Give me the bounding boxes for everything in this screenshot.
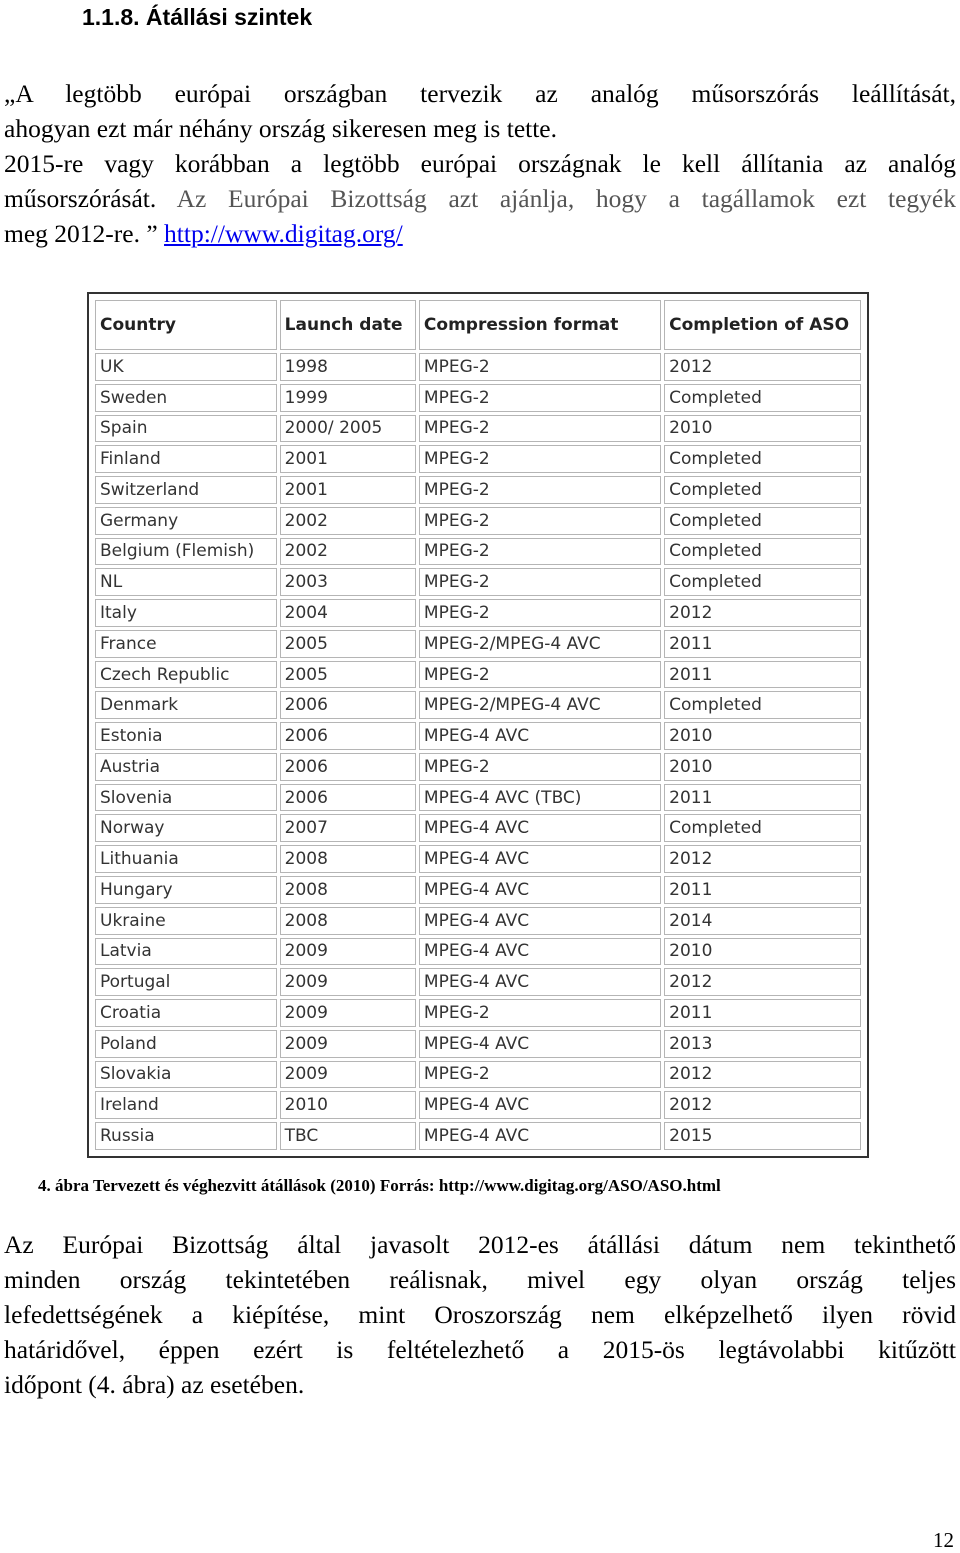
table-cell: Russia — [95, 1122, 277, 1150]
table-cell: Denmark — [95, 691, 277, 719]
table-cell: 2011 — [664, 784, 861, 812]
table-cell: MPEG-2 — [419, 661, 661, 689]
table-cell: 2005 — [280, 661, 416, 689]
table-cell: 1998 — [280, 353, 416, 381]
table-row — [95, 814, 861, 842]
intro-paragraph — [4, 76, 956, 251]
table-row — [95, 630, 861, 658]
table-cell: Completed — [664, 568, 861, 596]
intro-line-5 — [4, 216, 956, 251]
table-cell: MPEG-4 AVC (TBC) — [419, 784, 661, 812]
table-row — [95, 691, 861, 719]
table-cell: MPEG-2 — [419, 999, 661, 1027]
table-cell: 2012 — [664, 845, 861, 873]
table-cell: MPEG-2 — [419, 507, 661, 535]
table-cell: Slovenia — [95, 784, 277, 812]
table-row — [95, 353, 861, 381]
table-cell: MPEG-4 AVC — [419, 722, 661, 750]
table-row — [95, 538, 861, 566]
table-cell: Lithuania — [95, 845, 277, 873]
intro-line-4b: Az Európai Bizottság azt ajánlja, hogy a tagállamok ezt tegyék — [176, 184, 956, 213]
body-paragraph — [4, 1227, 956, 1402]
table-row — [95, 661, 861, 689]
table-row — [95, 845, 861, 873]
body-line-5: időpont (4. ábra) az esetében. — [4, 1370, 305, 1399]
table-cell: MPEG-4 AVC — [419, 876, 661, 904]
table-cell: MPEG-4 AVC — [419, 938, 661, 966]
table-cell: 2006 — [280, 691, 416, 719]
table-cell: Spain — [95, 415, 277, 443]
table-cell: 2004 — [280, 599, 416, 627]
table-cell: Norway — [95, 814, 277, 842]
table-cell: Hungary — [95, 876, 277, 904]
table-cell: 2009 — [280, 938, 416, 966]
table-cell: MPEG-2 — [419, 568, 661, 596]
table-cell: 2006 — [280, 753, 416, 781]
intro-line-4 — [4, 181, 956, 216]
table-cell: 2011 — [664, 630, 861, 658]
table-cell: 2012 — [664, 968, 861, 996]
table-cell: 2006 — [280, 722, 416, 750]
table-cell: Italy — [95, 599, 277, 627]
table-cell: 2002 — [280, 507, 416, 535]
table-cell: Croatia — [95, 999, 277, 1027]
table-cell: Belgium (Flemish) — [95, 538, 277, 566]
table-row — [95, 938, 861, 966]
table-cell: 2008 — [280, 845, 416, 873]
table-cell: 2009 — [280, 999, 416, 1027]
table-cell: 2010 — [280, 1091, 416, 1119]
table-cell: MPEG-2 — [419, 753, 661, 781]
intro-line-5-text: meg 2012-re. ” — [4, 219, 158, 248]
table-cell: Czech Republic — [95, 661, 277, 689]
intro-line-3: 2015-re vagy korábban a legtöbb európai országnak le kell állítania az analóg — [4, 149, 956, 178]
table-cell: MPEG-2 — [419, 415, 661, 443]
table-cell: UK — [95, 353, 277, 381]
table-cell: MPEG-2 — [419, 476, 661, 504]
body-line-2: minden ország tekintetében reálisnak, mivel egy olyan ország teljes — [4, 1265, 956, 1294]
table-cell: MPEG-2/MPEG-4 AVC — [419, 691, 661, 719]
table-row — [95, 722, 861, 750]
table-row — [95, 445, 861, 473]
table-header-row — [95, 300, 861, 350]
intro-line-2: ahogyan ezt már néhány ország sikeresen meg is tette. — [4, 114, 557, 143]
table-cell: 2011 — [664, 876, 861, 904]
table-cell: 2012 — [664, 1061, 861, 1089]
table-cell: Completed — [664, 691, 861, 719]
table-cell: MPEG-4 AVC — [419, 1091, 661, 1119]
table-row — [95, 753, 861, 781]
table-cell: Completed — [664, 507, 861, 535]
header-launch-date: Launch date — [280, 300, 416, 350]
table-row — [95, 1091, 861, 1119]
table-cell: MPEG-2 — [419, 538, 661, 566]
body-line-1: Az Európai Bizottság által javasolt 2012-es átállási dátum nem tekinthető — [4, 1230, 956, 1259]
table-cell: Completed — [664, 814, 861, 842]
table-row — [95, 568, 861, 596]
table-cell: 2011 — [664, 661, 861, 689]
table-cell: 2006 — [280, 784, 416, 812]
table-cell: MPEG-4 AVC — [419, 907, 661, 935]
table-cell: 2005 — [280, 630, 416, 658]
table-cell: 1999 — [280, 384, 416, 412]
table-cell: 2000/ 2005 — [280, 415, 416, 443]
table-cell: Completed — [664, 445, 861, 473]
table-cell: Sweden — [95, 384, 277, 412]
intro-line-1: „A legtöbb európai országban tervezik az analóg műsorszórás leállítását, — [4, 79, 956, 108]
table-cell: 2010 — [664, 753, 861, 781]
table-cell: 2015 — [664, 1122, 861, 1150]
table-cell: MPEG-4 AVC — [419, 1122, 661, 1150]
table-cell: Latvia — [95, 938, 277, 966]
table-cell: MPEG-2 — [419, 599, 661, 627]
table-cell: 2012 — [664, 599, 861, 627]
table-cell: Austria — [95, 753, 277, 781]
table-row — [95, 415, 861, 443]
table-cell: Estonia — [95, 722, 277, 750]
table-cell: 2009 — [280, 968, 416, 996]
table-cell: MPEG-4 AVC — [419, 845, 661, 873]
table-row — [95, 476, 861, 504]
table-cell: Ireland — [95, 1091, 277, 1119]
table-row — [95, 876, 861, 904]
table-row — [95, 599, 861, 627]
table-cell: Completed — [664, 538, 861, 566]
table-cell: Poland — [95, 1030, 277, 1058]
table-cell: Slovakia — [95, 1061, 277, 1089]
table-row — [95, 507, 861, 535]
body-line-4: határidővel, éppen ezért is feltételezhető a 2015-ös legtávolabbi kitűzött — [4, 1335, 956, 1364]
table-cell: Ukraine — [95, 907, 277, 935]
table-row — [95, 1122, 861, 1150]
table-row — [95, 999, 861, 1027]
table-cell: TBC — [280, 1122, 416, 1150]
table-row — [95, 1030, 861, 1058]
table-cell: MPEG-4 AVC — [419, 968, 661, 996]
table-cell: 2009 — [280, 1061, 416, 1089]
table-row — [95, 784, 861, 812]
table-row — [95, 968, 861, 996]
table-cell: MPEG-4 AVC — [419, 1030, 661, 1058]
table-cell: 2002 — [280, 538, 416, 566]
table-cell: 2010 — [664, 415, 861, 443]
table-cell: 2012 — [664, 353, 861, 381]
page-number: 12 — [933, 1528, 954, 1552]
section-heading: 1.1.8. Átállási szintek — [82, 4, 313, 30]
table-cell: 2001 — [280, 445, 416, 473]
table-cell: MPEG-2 — [419, 445, 661, 473]
table-cell: MPEG-2/MPEG-4 AVC — [419, 630, 661, 658]
table-cell: NL — [95, 568, 277, 596]
table-row — [95, 384, 861, 412]
intro-line-4a: műsorszórását. — [4, 184, 157, 213]
table-cell: 2008 — [280, 907, 416, 935]
table-cell: France — [95, 630, 277, 658]
table-cell: MPEG-2 — [419, 353, 661, 381]
table-cell: Completed — [664, 384, 861, 412]
table-cell: MPEG-4 AVC — [419, 814, 661, 842]
table-cell: 2003 — [280, 568, 416, 596]
body-line-3: lefedettségének a kiépítése, mint Oroszország nem elképzelhető ilyen rövid — [4, 1300, 956, 1329]
table-cell: MPEG-2 — [419, 384, 661, 412]
table-cell: 2001 — [280, 476, 416, 504]
table-cell: 2011 — [664, 999, 861, 1027]
table-row — [95, 1061, 861, 1089]
table-cell: Completed — [664, 476, 861, 504]
table-cell: 2012 — [664, 1091, 861, 1119]
aso-table-figure — [87, 292, 869, 1158]
figure-caption: 4. ábra Tervezett és véghezvitt átállások (2010) Forrás: http://www.digitag.org/ASO/ASO.html — [38, 1176, 721, 1195]
table-row — [95, 907, 861, 935]
table-cell: 2007 — [280, 814, 416, 842]
table-cell: 2010 — [664, 938, 861, 966]
table-cell: Portugal — [95, 968, 277, 996]
header-completion-aso: Completion of ASO — [664, 300, 861, 350]
table-cell: Switzerland — [95, 476, 277, 504]
table-cell: 2010 — [664, 722, 861, 750]
table-cell: Germany — [95, 507, 277, 535]
table-cell: Finland — [95, 445, 277, 473]
table-cell: 2008 — [280, 876, 416, 904]
table-cell: 2009 — [280, 1030, 416, 1058]
digitag-link[interactable]: http://www.digitag.org/ — [164, 219, 403, 248]
table-body — [95, 353, 861, 1150]
header-country: Country — [95, 300, 277, 350]
table-cell: MPEG-2 — [419, 1061, 661, 1089]
table-cell: 2014 — [664, 907, 861, 935]
table-cell: 2013 — [664, 1030, 861, 1058]
header-compression-format: Compression format — [419, 300, 661, 350]
aso-table — [92, 297, 864, 1153]
